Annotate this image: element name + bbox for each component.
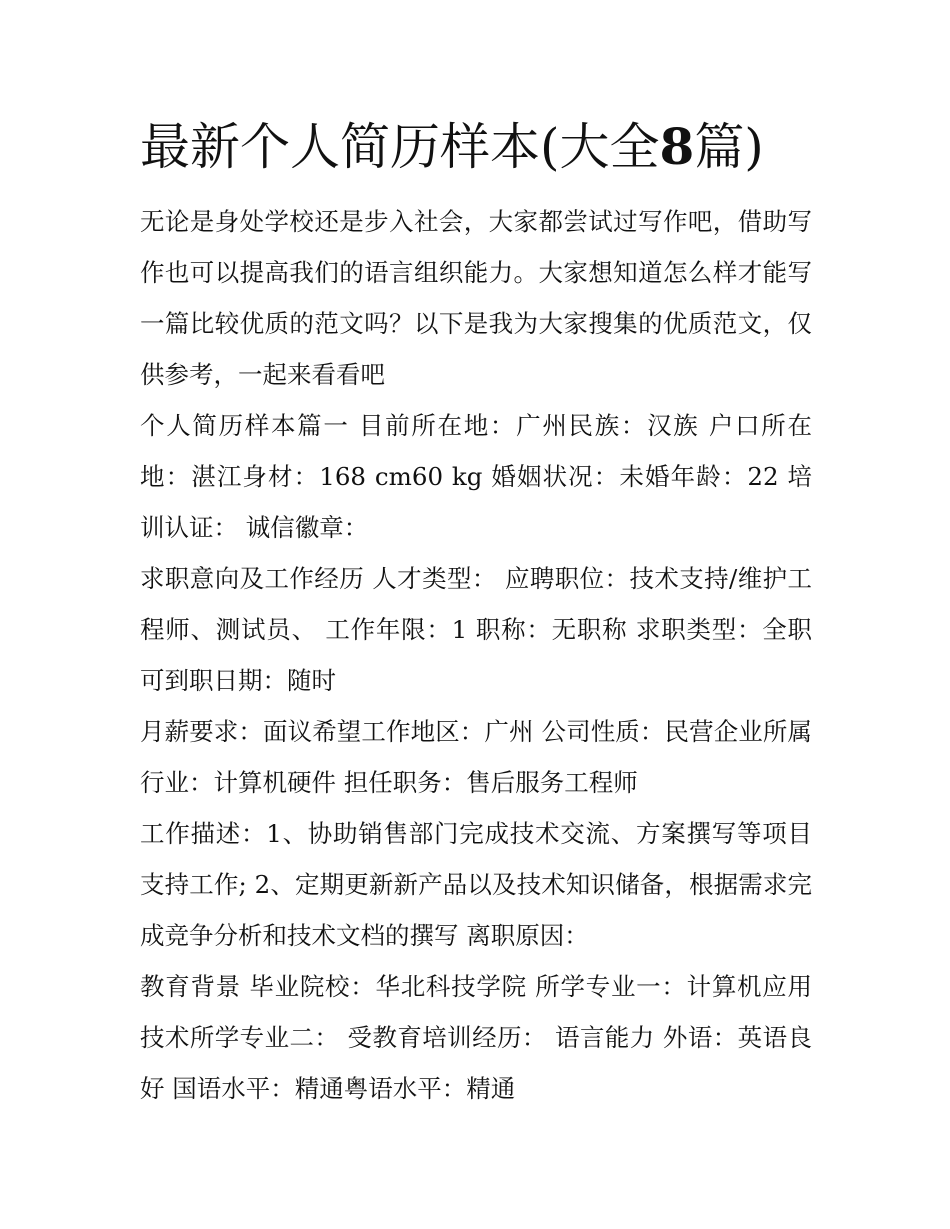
title-number: 8 (659, 117, 695, 176)
paragraph-education: 教育背景 毕业院校：华北科技学院 所学专业一：计算机应用技术所学专业二： 受教育培训经历： 语言能力 外语：英语良好 国语水平：精通粤语水平：精通 (140, 972, 812, 1103)
title-text-end: 篇) (694, 118, 764, 176)
paragraph-salary: 月薪要求：面议希望工作地区：广州 公司性质：民营企业所属行业：计算机硬件 担任职务：售后服务工程师 (140, 717, 812, 797)
paragraph-job-description: 工作描述：1、协助销售部门完成技术交流、方案撰写等项目支持工作; 2、定期更新新产品以及技术知识储备，根据需求完成竞争分析和技术文档的撰写 离职原因： (140, 819, 812, 950)
paragraph-job-intention: 求职意向及工作经历 人才类型： 应聘职位：技术支持/维护工程师、测试员、 工作年限：1 职称：无职称 求职类型：全职可到职日期：随时 (140, 564, 812, 695)
paragraph-personal-info: 个人简历样本篇一 目前所在地：广州民族：汉族 户口所在地：湛江身材：168 cm60 kg 婚姻状况：未婚年龄：22 培训认证： 诚信徽章： (140, 411, 812, 542)
document-body (140, 196, 812, 1114)
document-title (140, 112, 840, 182)
paragraph-intro: 无论是身处学校还是步入社会，大家都尝试过写作吧，借助写作也可以提高我们的语言组织能力。大家想知道怎么样才能写一篇比较优质的范文吗？以下是我为大家搜集的优质范文，仅供参考，一起来看看吧 (140, 207, 812, 389)
title-text: 最新个人简历样本(大全 (140, 118, 660, 176)
